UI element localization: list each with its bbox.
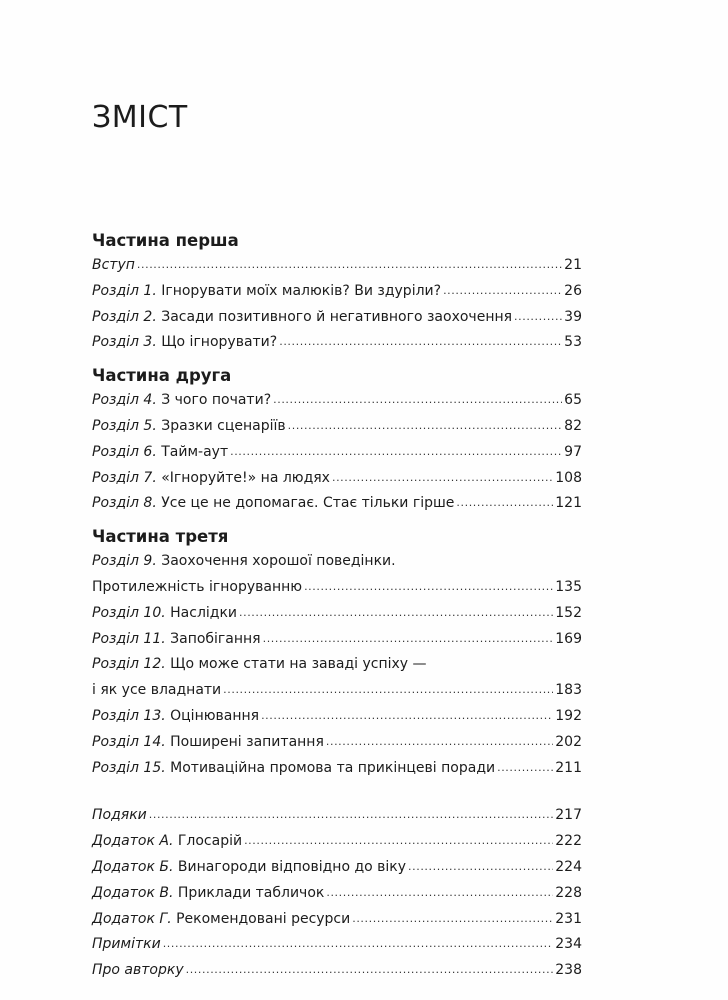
dot-leader	[137, 252, 562, 278]
entry-text: Тайм-аут	[156, 443, 229, 460]
entry-text: Винагороди відповідно до віку	[173, 858, 407, 875]
toc-entry-chapter-10[interactable]	[92, 601, 582, 627]
entry-prefix: Розділ 15.	[92, 759, 166, 776]
entry-label	[92, 440, 228, 466]
toc-entry-chapter-8[interactable]	[92, 491, 582, 517]
entry-prefix: Розділ 4.	[92, 392, 157, 409]
entry-label	[92, 829, 242, 855]
dot-leader	[273, 387, 562, 413]
toc-entry-chapter-9-line1[interactable]	[92, 549, 582, 575]
entry-label	[92, 855, 406, 881]
entry-prefix: Розділ 11.	[92, 630, 166, 647]
entry-prefix: Розділ 8.	[92, 495, 157, 512]
entry-prefix: Подяки	[92, 807, 147, 824]
entry-prefix: Розділ 6.	[92, 443, 157, 460]
page-number: 169	[555, 630, 582, 647]
entry-prefix: Розділ 10.	[92, 604, 166, 621]
toc-entry-chapter-7[interactable]	[92, 466, 582, 492]
entry-text: Засади позитивного й негативного заохочення	[156, 308, 513, 325]
entry-prefix: Розділ 3.	[92, 334, 157, 351]
toc-entry-chapter-2[interactable]	[92, 305, 582, 331]
entry-prefix: Розділ 7.	[92, 469, 157, 486]
entry-text: Протилежність ігноруванню	[92, 578, 303, 595]
part-heading-2: Частина друга	[92, 366, 232, 386]
page-number: 202	[555, 733, 582, 750]
entry-label	[92, 466, 330, 492]
entry-text: Ігнорувати моїх малюків? Ви здуріли?	[156, 282, 442, 299]
entry-label	[92, 305, 512, 331]
dot-leader	[230, 439, 562, 465]
entry-text: Що може стати на заваді успіху —	[165, 656, 427, 673]
entry-text: Оцінювання	[165, 707, 260, 724]
toc-entry-chapter-12-line1[interactable]	[92, 652, 582, 678]
entry-prefix: Додаток Б.	[92, 858, 174, 875]
entry-prefix: Про авторку	[92, 962, 184, 979]
dot-leader	[261, 703, 553, 729]
entry-label	[92, 491, 454, 517]
toc-entry-chapter-9-line2[interactable]	[92, 575, 582, 601]
dot-leader	[186, 957, 554, 983]
dot-leader	[279, 329, 562, 355]
entry-label	[92, 730, 324, 756]
dot-leader	[408, 854, 553, 880]
toc-entry-intro[interactable]	[92, 253, 582, 279]
entry-text: Усе це не допомагає. Стає тільки гірше	[156, 495, 455, 512]
section-spacer	[92, 781, 582, 803]
page-number: 82	[564, 417, 582, 434]
entry-label	[92, 756, 495, 782]
page-number: 26	[564, 282, 582, 299]
entry-label	[92, 704, 259, 730]
dot-leader	[332, 465, 553, 491]
toc-entry-appendix-d[interactable]	[92, 907, 582, 933]
toc-entry-appendix-a[interactable]	[92, 829, 582, 855]
dot-leader	[149, 802, 554, 828]
toc-entry-chapter-5[interactable]	[92, 414, 582, 440]
entry-label	[92, 881, 324, 907]
dot-leader	[443, 278, 562, 304]
page-number: 234	[555, 936, 582, 953]
page-number: 65	[564, 392, 582, 409]
entry-text: Що ігнорувати?	[156, 334, 278, 351]
page-number: 224	[555, 858, 582, 875]
toc-entry-chapter-6[interactable]	[92, 440, 582, 466]
entry-label	[92, 932, 161, 958]
dot-leader	[239, 600, 553, 626]
entry-label	[92, 279, 441, 305]
toc-entry-chapter-11[interactable]	[92, 627, 582, 653]
entry-label	[92, 601, 237, 627]
entry-label	[92, 388, 271, 414]
page-number: 211	[555, 759, 582, 776]
entry-label	[92, 330, 277, 356]
dot-leader	[497, 755, 553, 781]
part-heading-3: Частина третя	[92, 527, 229, 547]
page-number: 135	[555, 578, 582, 595]
page-number: 152	[555, 604, 582, 621]
toc-entry-chapter-14[interactable]	[92, 730, 582, 756]
dot-leader	[288, 413, 563, 439]
page-number: 97	[564, 443, 582, 460]
entry-label	[92, 907, 350, 933]
dot-leader	[326, 880, 553, 906]
entry-prefix: Розділ 2.	[92, 308, 157, 325]
toc-entry-chapter-3[interactable]	[92, 330, 582, 356]
page-number: 228	[555, 884, 582, 901]
table-of-contents	[92, 228, 582, 984]
entry-label	[92, 253, 135, 279]
entry-prefix: Додаток Г.	[92, 910, 172, 927]
page-number: 192	[555, 707, 582, 724]
entry-text: Поширені запитання	[165, 733, 324, 750]
dot-leader	[304, 574, 553, 600]
dot-leader	[263, 626, 554, 652]
dot-leader	[223, 677, 553, 703]
dot-leader	[456, 490, 553, 516]
page-number: 183	[555, 682, 582, 699]
page-number: 231	[555, 910, 582, 927]
entry-text: Наслідки	[165, 604, 238, 621]
page-title: ЗМІСТ	[92, 100, 188, 135]
entry-label	[92, 803, 147, 829]
part-heading-1: Частина перша	[92, 231, 239, 250]
entry-prefix: Додаток А.	[92, 833, 174, 850]
page-number: 21	[564, 257, 582, 273]
page-number: 222	[555, 833, 582, 850]
page-number: 108	[555, 469, 582, 486]
entry-label	[92, 627, 261, 653]
entry-prefix: Додаток В.	[92, 884, 174, 901]
entry-prefix: Розділ 1.	[92, 282, 157, 299]
entry-text: Приклади табличок	[173, 884, 325, 901]
dot-leader	[514, 304, 562, 330]
page-number: 39	[564, 308, 582, 325]
entry-text: «Ігноруйте!» на людях	[156, 469, 330, 486]
entry-label	[92, 958, 184, 984]
entry-text: З чого почати?	[156, 392, 272, 409]
entry-prefix: Примітки	[92, 936, 161, 953]
toc-entry-chapter-12-line2[interactable]	[92, 678, 582, 704]
toc-entry-notes[interactable]	[92, 932, 582, 958]
entry-text: і як усе владнати	[92, 682, 222, 699]
dot-leader	[163, 931, 554, 957]
page-number: 121	[555, 495, 582, 512]
page-number: 53	[564, 334, 582, 351]
entry-prefix: Розділ 9.	[92, 553, 157, 570]
toc-entry-acknowledgements[interactable]	[92, 803, 582, 829]
dot-leader	[244, 828, 553, 854]
toc-entry-chapter-4[interactable]	[92, 388, 582, 414]
entry-text: Мотиваційна промова та прикінцеві поради	[165, 759, 496, 776]
toc-entry-chapter-13[interactable]	[92, 704, 582, 730]
entry-prefix: Розділ 14.	[92, 733, 166, 750]
entry-prefix: Розділ 13.	[92, 707, 166, 724]
entry-prefix: Розділ 5.	[92, 417, 157, 434]
entry-text: Глосарій	[173, 833, 243, 850]
entry-prefix: Розділ 12.	[92, 656, 166, 673]
dot-leader	[326, 729, 553, 755]
page-number: 238	[555, 962, 582, 979]
entry-label	[92, 414, 286, 440]
dot-leader	[352, 906, 553, 932]
entry-text: Заохочення хорошої поведінки.	[156, 553, 396, 570]
toc-entry-appendix-b[interactable]	[92, 855, 582, 881]
toc-entry-appendix-c[interactable]	[92, 881, 582, 907]
entry-text: Зразки сценаріїв	[156, 417, 286, 434]
entry-text: Запобігання	[165, 630, 261, 647]
toc-entry-chapter-1[interactable]	[92, 279, 582, 305]
entry-text: Рекомендовані ресурси	[171, 910, 351, 927]
toc-entry-chapter-15[interactable]	[92, 756, 582, 782]
toc-entry-about-author[interactable]	[92, 958, 582, 984]
page-number: 217	[555, 807, 582, 824]
entry-prefix: Вступ	[92, 257, 135, 273]
